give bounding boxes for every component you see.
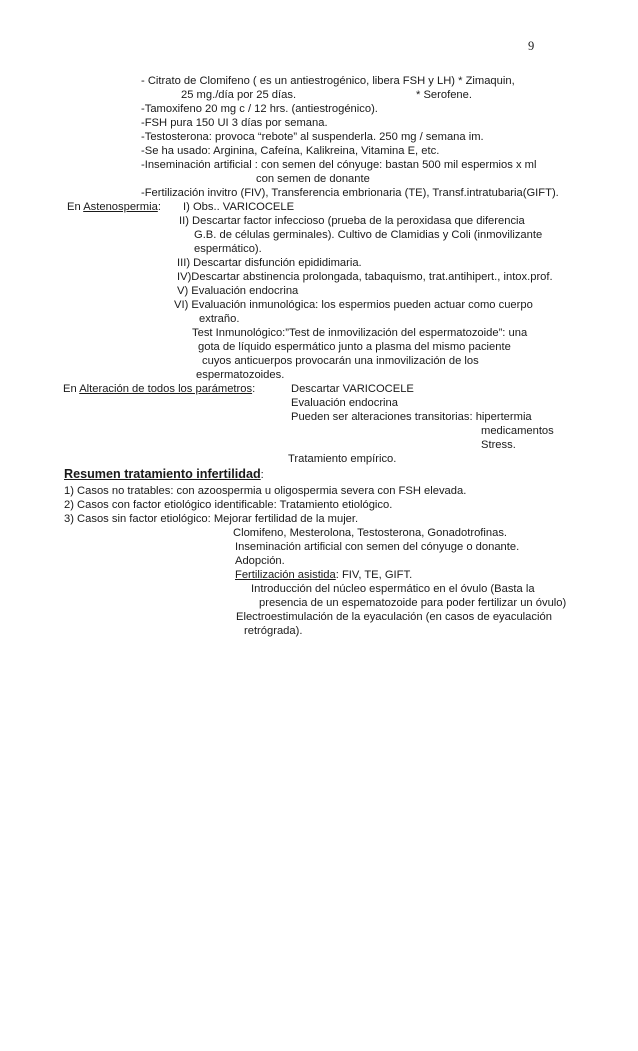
alteracion-term: Alteración de todos los parámetros: [79, 383, 253, 395]
treatment-line-clomifeno: - Citrato de Clomifeno ( es un antiestrogénico, libera FSH y LH) * Zimaquin,: [141, 75, 515, 87]
summary-detail-2: Electroestimulación de la eyaculación (en casos de eyaculación: [236, 611, 552, 623]
summary-assisted-rest: : FIV, TE, GIFT.: [335, 569, 413, 581]
summary-heading-colon: :: [260, 469, 264, 481]
treatment-line-testosterona: -Testosterona: provoca “rebote” al suspenderla. 250 mg / semana im.: [141, 131, 484, 143]
treatment-line-fsh: -FSH pura 150 UI 3 días por semana.: [141, 117, 328, 129]
summary-heading: [64, 468, 264, 482]
treatment-line-inseminacion: -Inseminación artificial : con semen del cónyuge: bastan 500 mil espermios x ml: [141, 159, 537, 171]
summary-case-1: 1) Casos no tratables: con azoospermia u oligospermia severa con FSH elevada.: [64, 485, 467, 497]
summary-case-2: 2) Casos con factor etiológico identificable: Tratamiento etiológico.: [64, 499, 393, 511]
treatment-line-dose: 25 mg./día por 25 días.: [181, 89, 297, 101]
astenospermia-item-1: I) Obs.. VARICOCELE: [183, 201, 295, 213]
page-number: 9: [528, 39, 535, 53]
summary-detail-1: Introducción del núcleo espermático en el óvulo (Basta la: [251, 583, 535, 595]
alteracion-label: [63, 383, 255, 396]
astenospermia-item-5: V) Evaluación endocrina: [177, 285, 299, 297]
summary-detail-2-cont: retrógrada).: [244, 625, 303, 637]
astenospermia-item-3: III) Descartar disfunción epididimaria.: [177, 257, 362, 269]
astenospermia-item-6: VI) Evaluación inmunológica: los espermios pueden actuar como cuerpo: [174, 299, 533, 311]
astenospermia-term: Astenospermia: [83, 201, 158, 213]
immuno-test-line-3: cuyos anticuerpos provocarán una inmovilización de los: [202, 355, 479, 367]
astenospermia-prefix: En: [67, 201, 84, 213]
alteracion-colon: :: [252, 383, 256, 395]
astenospermia-item-2-cont: G.B. de células germinales). Cultivo de Clamidias y Coli (inmovilizante: [194, 229, 543, 241]
immuno-test-line-2: gota de líquido espermático junto a plasma del mismo paciente: [198, 341, 511, 353]
immuno-test-line-4: espermatozoides.: [196, 369, 285, 381]
astenospermia-item-6-cont: extraño.: [199, 313, 240, 325]
immuno-test-line-1: Test Inmunológico:”Test de inmovilización del espermatozoide”: una: [192, 327, 528, 339]
treatment-line-fertilizacion: -Fertilización invitro (FIV), Transferencia embrionaria (TE), Transf.intratubaria(GIFT).: [141, 187, 559, 199]
alteracion-item-5: Stress.: [481, 439, 516, 451]
treatment-line-usado: -Se ha usado: Arginina, Cafeína, Kalikreina, Vitamina E, etc.: [141, 145, 440, 157]
summary-option-2: Inseminación artificial con semen del cónyuge o donante.: [235, 541, 520, 553]
alteracion-item-4: medicamentos: [481, 425, 554, 437]
astenospermia-item-4: IV)Descartar abstinencia prolongada, tabaquismo, trat.antihipert., intox.prof.: [177, 271, 553, 283]
astenospermia-item-2: II) Descartar factor infeccioso (prueba de la peroxidasa que diferencia: [179, 215, 525, 227]
treatment-line-serofene: * Serofene.: [416, 89, 472, 101]
alteracion-item-2: Evaluación endocrina: [291, 397, 398, 409]
astenospermia-item-2-end: espermático).: [194, 243, 262, 255]
summary-assisted-term: Fertilización asistida: [235, 569, 336, 581]
alteracion-item-6: Tratamiento empírico.: [288, 453, 397, 465]
treatment-line-donante: con semen de donante: [256, 173, 370, 185]
astenospermia-label: [67, 201, 161, 214]
astenospermia-colon: :: [157, 201, 161, 213]
summary-assisted: [235, 569, 412, 582]
summary-option-1: Clomifeno, Mesterolona, Testosterona, Gonadotrofinas.: [233, 527, 508, 539]
alteracion-prefix: En: [63, 383, 80, 395]
alteracion-item-1: Descartar VARICOCELE: [291, 383, 414, 395]
summary-case-3: 3) Casos sin factor etiológico: Mejorar fertilidad de la mujer.: [64, 513, 359, 525]
summary-option-3: Adopción.: [235, 555, 285, 567]
alteracion-item-3: Pueden ser alteraciones transitorias: hipertermia: [291, 411, 532, 423]
treatment-line-tamoxifeno: -Tamoxifeno 20 mg c / 12 hrs. (antiestrogénico).: [141, 103, 378, 115]
summary-detail-1-cont: presencia de un espematozoide para poder fertilizar un óvulo): [259, 597, 567, 609]
summary-heading-text: Resumen tratamiento infertilidad: [64, 467, 261, 481]
